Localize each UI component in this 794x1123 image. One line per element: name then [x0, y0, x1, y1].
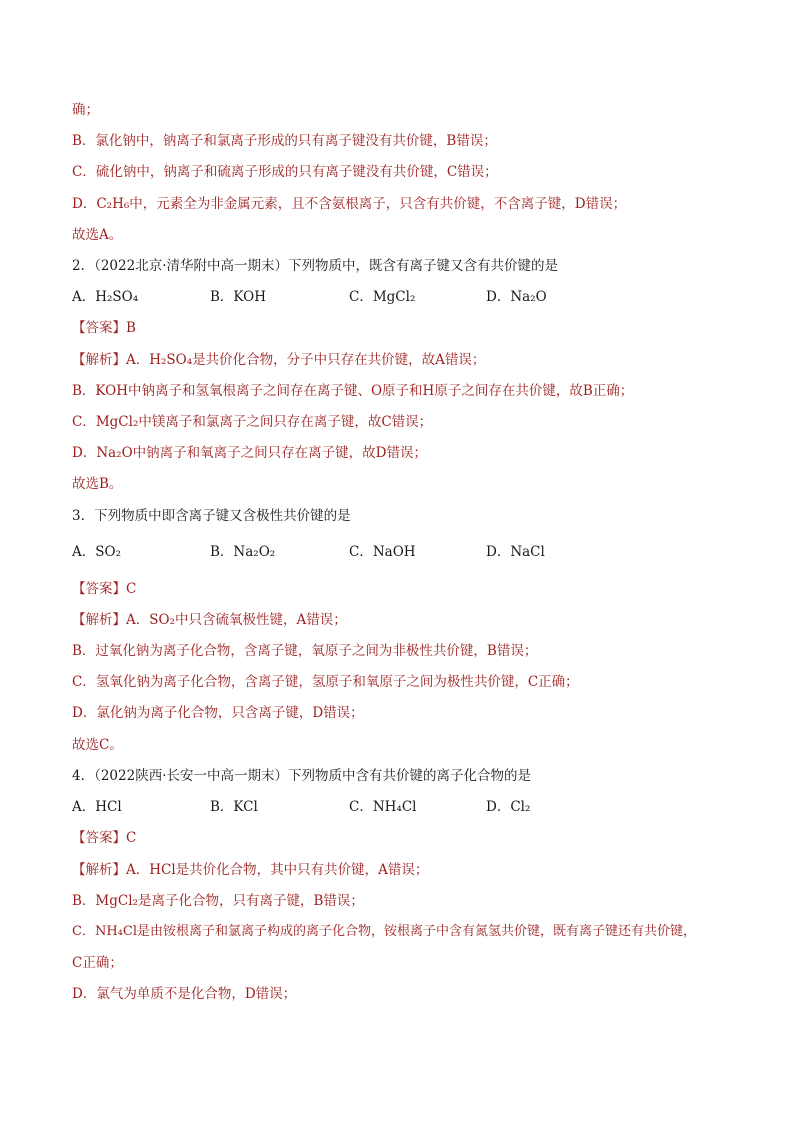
- q4-option-a: A．HCl: [72, 799, 122, 815]
- q2-explanation-line-1: 【解析】A．H₂SO₄是共价化合物，分子中只存在共价键，故A错误；: [72, 352, 486, 368]
- q4-explanation-line-3-cont: C正确；: [72, 955, 123, 971]
- q2-option-a: A．H₂SO₄: [72, 289, 139, 305]
- q2-explanation-line-2: B．KOH中钠离子和氢氧根离子之间存在离子键、O原子和H原子之间存在共价键，故B正确；: [72, 383, 634, 399]
- q3-conclusion: 故选C。: [72, 737, 123, 753]
- q4-explanation-line-3: C．NH₄Cl是由铵根离子和氯离子构成的离子化合物，铵根离子中含有氮氢共价键，既有离子键还有共价键，: [72, 924, 696, 939]
- q2-option-c: C．MgCl₂: [349, 289, 416, 305]
- q4-explanation-line-2: B．MgCl₂是离子化合物，只有离子键，B错误；: [72, 893, 364, 909]
- q3-explanation-line-1: 【解析】A．SO₂中只含硫氧极性键，A错误；: [72, 612, 347, 628]
- q1-explanation-line-2: B．氯化钠中，钠离子和氯离子形成的只有离子键没有共价键，B错误；: [72, 133, 497, 149]
- q3-option-a: A．SO₂: [72, 544, 121, 560]
- q1-explanation-line-4: D．C₂H₆中，元素全为非金属元素，且不含氨根离子，只含有共价键，不含离子键，D错误；: [72, 196, 627, 212]
- q1-conclusion: 故选A。: [72, 227, 123, 243]
- q4-options: [72, 797, 632, 817]
- q1-explanation-line-3: C．硫化钠中，钠离子和硫离子形成的只有离子键没有共价键，C错误；: [72, 164, 498, 180]
- q3-option-b: B．Na₂O₂: [210, 544, 276, 560]
- q1-explanation-line-1: 确；: [72, 102, 99, 118]
- q3-answer: 【答案】C: [72, 581, 137, 597]
- q4-option-b: B．KCl: [210, 799, 258, 815]
- q3-explanation-line-3: C．氢氧化钠为离子化合物，含离子键，氢原子和氧原子之间为极性共价键，C正确；: [72, 674, 579, 690]
- q4-answer: 【答案】C: [72, 830, 137, 846]
- q3-stem: 3．下列物质中即含离子键又含极性共价键的是: [72, 508, 351, 524]
- q4-option-c: C．NH₄Cl: [349, 799, 417, 815]
- q2-conclusion: 故选B。: [72, 476, 123, 492]
- q4-explanation-line-1: 【解析】A．HCl是共价化合物，其中只有共价键，A错误；: [72, 862, 429, 878]
- q4-stem: 4．（2022陕西·长安一中高一期末）下列物质中含有共价键的离子化合物的是: [72, 768, 531, 784]
- q3-option-d: D．NaCl: [486, 544, 545, 560]
- q3-explanation-line-4: D．氯化钠为离子化合物，只含离子键，D错误；: [72, 705, 364, 721]
- q3-option-c: C．NaOH: [349, 544, 416, 560]
- q2-answer: 【答案】B: [72, 320, 136, 336]
- q2-option-d: D．Na₂O: [486, 289, 547, 305]
- q4-option-d: D．Cl₂: [486, 799, 531, 815]
- q3-explanation-line-2: B．过氧化钠为离子化合物，含离子键，氧原子之间为非极性共价键，B错误；: [72, 643, 538, 659]
- q2-option-b: B．KOH: [210, 289, 266, 305]
- q2-explanation-line-4: D．Na₂O中钠离子和氧离子之间只存在离子键，故D错误；: [72, 445, 427, 461]
- q3-options: [72, 542, 632, 562]
- q2-explanation-line-3: C．MgCl₂中镁离子和氯离子之间只存在离子键，故C错误；: [72, 414, 433, 430]
- q2-options: [72, 287, 632, 307]
- q4-explanation-line-4: D．氯气为单质不是化合物，D错误；: [72, 986, 297, 1002]
- q2-stem: 2．（2022北京·清华附中高一期末）下列物质中，既含有离子键又含有共价键的是: [72, 258, 558, 274]
